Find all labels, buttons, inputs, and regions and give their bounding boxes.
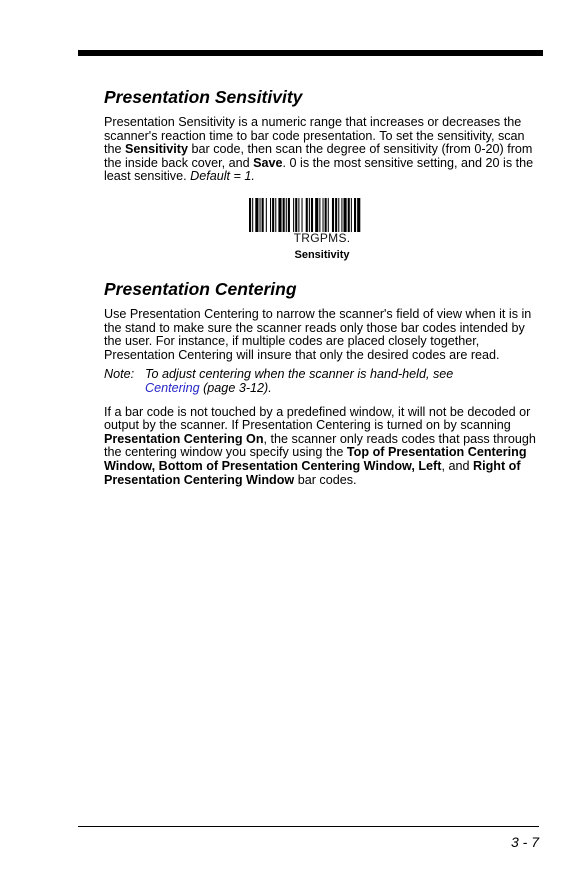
text-run: bar codes. [294, 472, 357, 487]
text-run: Presentation Sensitivity is a numeric range that increases or decreases the scanner's reaction time to bar code presentation. To set the sensitivity, scan the [104, 115, 525, 157]
note-page-ref: (page 3-12). [199, 380, 272, 395]
top-rule [78, 50, 543, 56]
centering-link[interactable]: Centering [145, 380, 200, 395]
sensitivity-paragraph [104, 116, 540, 184]
window-paragraph [104, 406, 540, 488]
text-run: . [251, 169, 255, 184]
page-number: 3 - 7 [510, 834, 539, 850]
text-run: If a bar code is not touched by a predefined window, it will not be decoded or output by the scanner. If Presentation Centering is turned on by scanning [104, 404, 531, 433]
barcode-caption: Sensitivity [294, 248, 350, 261]
bold-run: Right of Presentation Centering Window [104, 458, 521, 487]
note-text: To adjust centering when the scanner is hand-held, see [145, 367, 454, 382]
heading-presentation-sensitivity: Presentation Sensitivity [104, 87, 303, 107]
bold-run: Top of Presentation Centering Window, Bottom of Presentation Centering Window, Left [104, 445, 527, 473]
default-value: Default = 1 [190, 169, 252, 184]
bold-run: Presentation Centering On [104, 431, 264, 446]
barcode-image[interactable] [249, 198, 395, 232]
sensitivity-barcode-block[interactable] [104, 198, 540, 261]
text-run: bar code, then scan the degree of sensitivity (from 0-20) from the inside back cover, and [104, 142, 533, 170]
centering-paragraph: Use Presentation Centering to narrow the scanner's field of view when it is in the stand to make sure the scanner reads only those bar codes intended by the user. For instance, if multiple codes are placed closely together, Presentation Centering will insure that only the desired codes are read. [104, 306, 532, 362]
bold-run: Save [253, 155, 283, 170]
note-label: Note: [104, 367, 135, 382]
note-block [104, 368, 540, 395]
heading-presentation-centering: Presentation Centering [104, 278, 297, 299]
note-body [145, 368, 540, 395]
bottom-rule [78, 826, 539, 827]
barcode-code-text: TRGPMS. [293, 230, 351, 245]
text-run: . 0 is the most sensitive setting, and 20 is the least sensitive. [104, 155, 534, 184]
bold-run: Sensitivity [125, 142, 189, 157]
text-run: , and [441, 458, 473, 473]
text-run: , the scanner only reads codes that pass through the centering window you specify using the [104, 431, 536, 460]
page-content [104, 86, 540, 487]
